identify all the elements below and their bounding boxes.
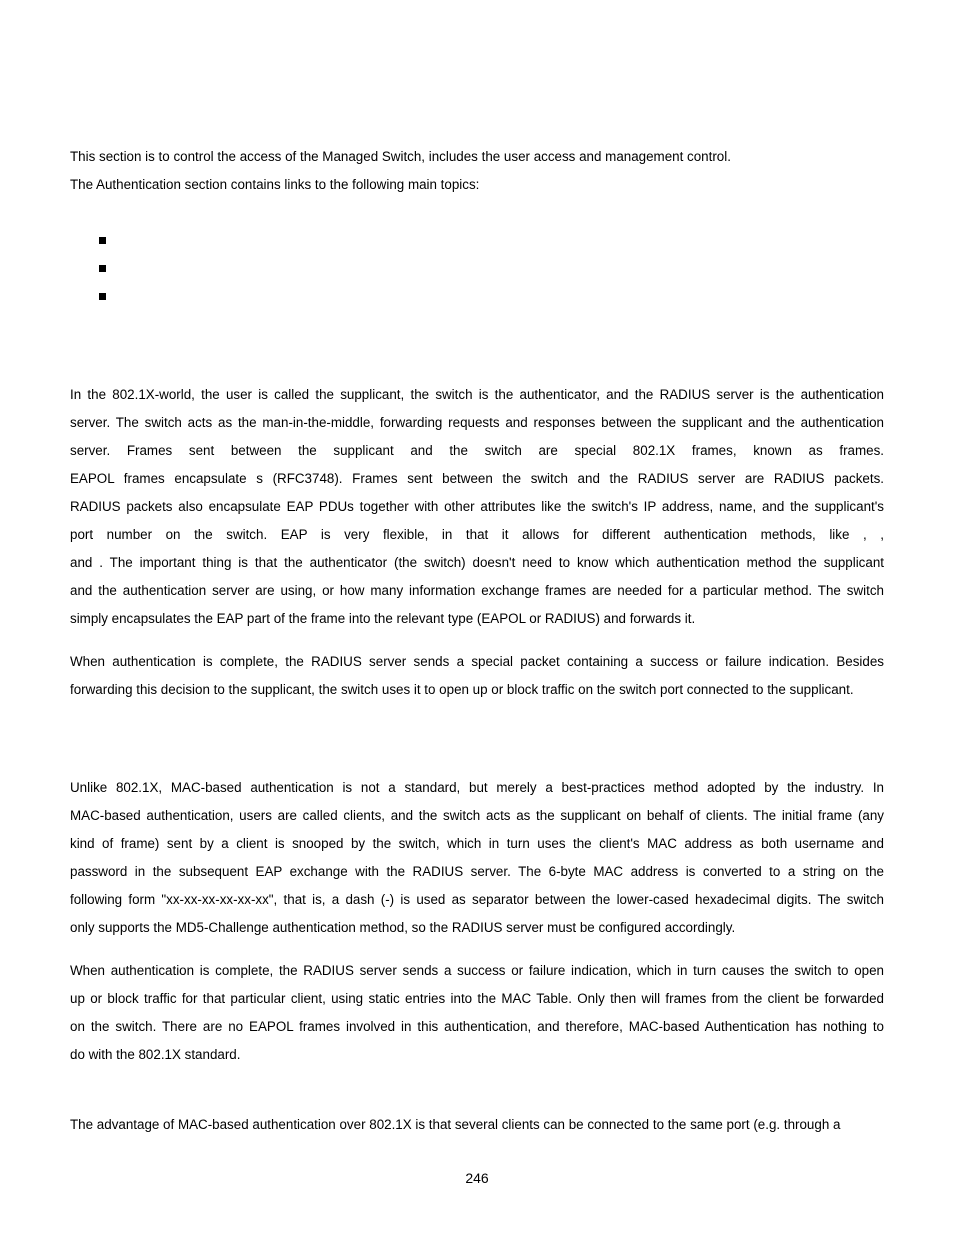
- paragraph-mac-based-completion: When authentication is complete, the RADIUS server sends a success or failure indication, which in turn causes the switch to open up or block traffic for that particular client, using static entries into the MAC Table. Only then will frames from the client be forwarded on the switch. There are no EAPOL frames involved in this authentication, and therefore, MAC-based Authentication has nothing to do with the 802.1X standard.: [70, 963, 884, 1062]
- paragraph-mac-based-overview: Unlike 802.1X, MAC-based authentication is not a standard, but merely a best-practices method adopted by the industry. In MAC-based authentication, users are called clients, and the switch acts as the supplicant on behalf of clients. The initial frame (any kind of frame) sent by a client is snooped by the switch, which in turn uses the client's MAC address as both username and password in the subsequent EAP exchange with the RADIUS server. The 6-byte MAC address is converted to a string on the following form "xx-xx-xx-xx-xx-xx", that is, a dash (-) is used as separator between the lower-cased hexadecimal digits. The switch only supports the MD5-Challenge authentication method, so the RADIUS server must be configured accordingly.: [70, 780, 884, 935]
- paragraph-802-1x-completion: When authentication is complete, the RADIUS server sends a special packet containing a success or failure indication. Besides forwarding this decision to the supplicant, the switch uses it to open up or block traffic on the switch port connected to the supplicant.: [70, 654, 884, 697]
- square-bullet-icon: [99, 293, 106, 300]
- intro-line-1: This section is to control the access of the Managed Switch, includes the user access and management control.: [70, 149, 731, 164]
- paragraph-mac-based-advantage: The advantage of MAC-based authentication over 802.1X is that several clients can be connected to the same port (e.g. through a: [70, 1117, 841, 1132]
- square-bullet-icon: [99, 265, 106, 272]
- paragraph-802-1x-overview: In the 802.1X-world, the user is called the supplicant, the switch is the authenticator, and the RADIUS server is the authentication server. The switch acts as the man-in-the-middle, forwarding requests and responses between the supplicant and the authentication server. Frames sent between the supplicant and the switch are special 802.1X frames, known as frames. EAPOL frames encapsulate s (RFC3748). Frames sent between the switch and the RADIUS server are RADIUS packets. RADIUS packets also encapsulate EAP PDUs together with other attributes like the switch's IP address, name, and the supplicant's port number on the switch. EAP is very flexible, in that it allows for different authentication methods, like , , and . The important thing is that the authenticator (the switch) doesn't need to know which authentication method the supplicant and the authentication server are using, or how many information exchange frames are needed for a particular method. The switch simply encapsulates the EAP part of the frame into the relevant type (EAPOL or RADIUS) and forwards it.: [70, 387, 884, 626]
- page-number: 246: [465, 1170, 489, 1186]
- square-bullet-icon: [99, 237, 106, 244]
- intro-line-2: The Authentication section contains links to the following main topics:: [70, 177, 480, 192]
